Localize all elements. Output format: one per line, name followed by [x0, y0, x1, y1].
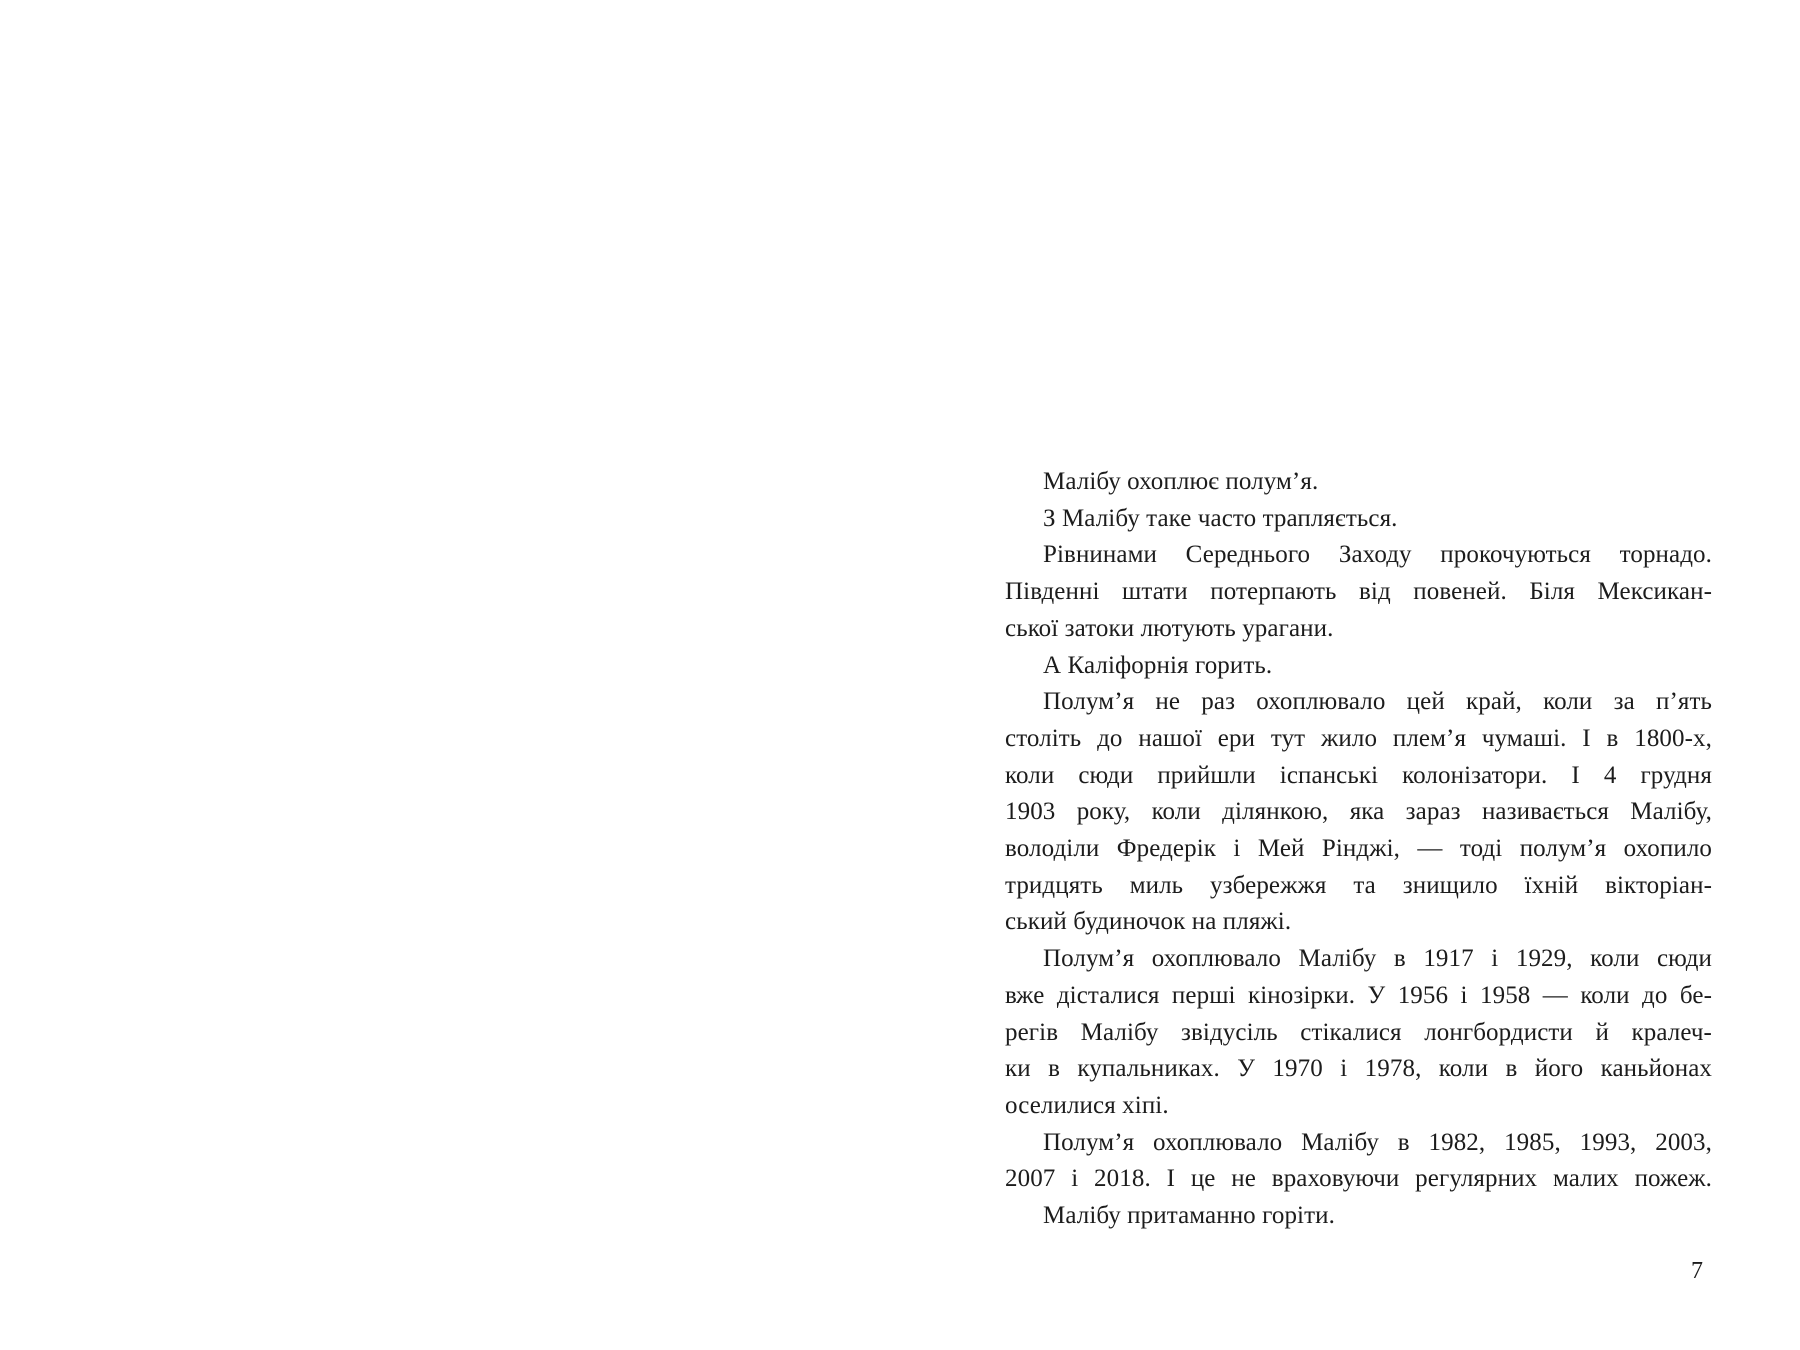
text-line: коли сюди прийшли іспанські колонізатори. І 4 грудня: [1005, 761, 1712, 789]
text-line: століть до нашої ери тут жило плем’я чумаші. І в 1800-х,: [1005, 724, 1712, 752]
text-line: ський будиночок на пляжі.: [1005, 908, 1292, 936]
text-line: Малібу охоплює полум’я.: [1043, 468, 1319, 495]
text-line: ки в купальниках. У 1970 і 1978, коли в його каньйонах: [1005, 1055, 1712, 1083]
text-line: Полум’я охоплювало Малібу в 1917 і 1929, коли сюди: [1043, 945, 1712, 973]
text-line: З Малібу таке часто трапляється.: [1043, 504, 1398, 532]
text-line: Полум’я не раз охоплювало цей край, коли за п’ять: [1043, 688, 1712, 716]
text-line: оселилися хіпі.: [1005, 1091, 1169, 1119]
text-line: Рівнинами Середнього Заходу прокочуються торнадо.: [1043, 541, 1712, 569]
text-line: 1903 року, коли ділянкою, яка зараз називається Малібу,: [1005, 798, 1712, 826]
text-line: Південні штати потерпають від повеней. Біля Мексикан-: [1005, 578, 1712, 606]
text-line: вже дісталися перші кінозірки. У 1956 і 1958 — коли до бе-: [1005, 981, 1712, 1009]
text-line: регів Малібу звідусіль стікалися лонгбордисти й кралеч-: [1005, 1018, 1712, 1046]
text-line: володіли Фредерік і Мей Рінджі, — тоді полум’я охопило: [1005, 835, 1712, 863]
text-line: ської затоки лютують урагани.: [1005, 614, 1334, 642]
page-number: 7: [1691, 1258, 1703, 1284]
page-text-block: [1005, 464, 1712, 1235]
text-line: А Каліфорнія горить.: [1043, 651, 1273, 679]
text-line: Малібу притаманно горіти.: [1043, 1202, 1335, 1230]
text-line: 2007 і 2018. І це не враховуючи регулярних малих пожеж.: [1005, 1165, 1712, 1193]
text-line: тридцять миль узбережжя та знищило їхній вікторіан-: [1005, 871, 1712, 899]
text-line: Полум’я охоплювало Малібу в 1982, 1985, 1993, 2003,: [1043, 1128, 1712, 1156]
